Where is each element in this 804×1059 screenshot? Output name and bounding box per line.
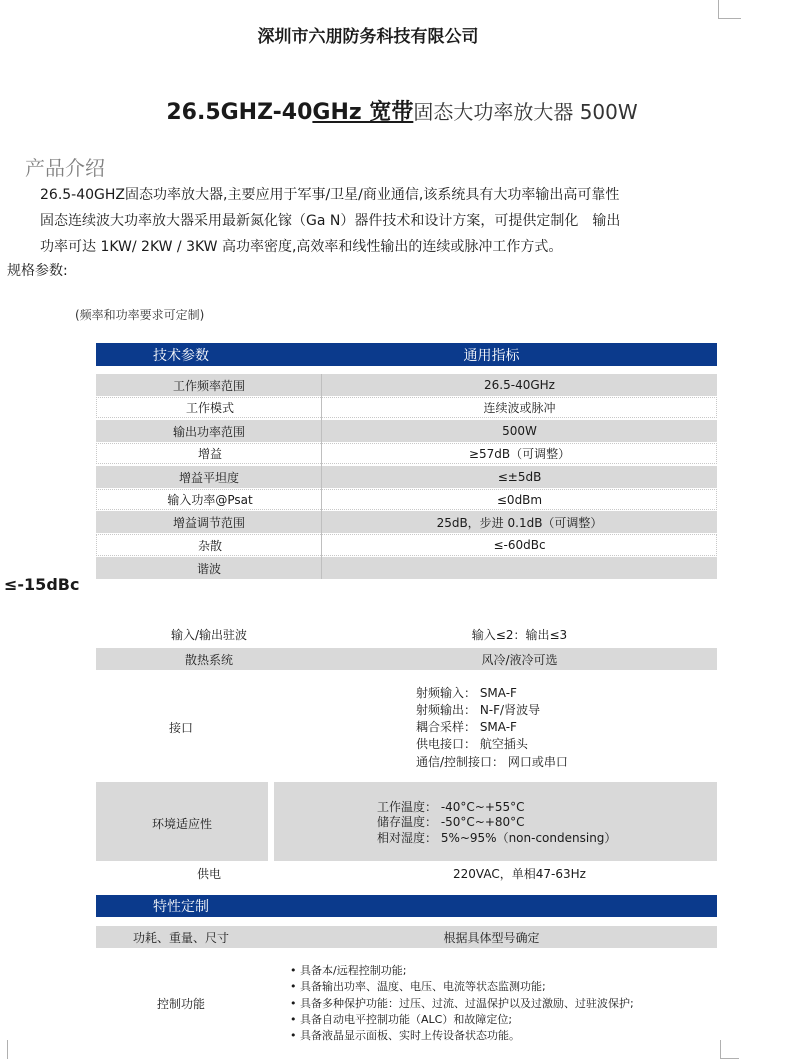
- environment-line: 工作温度： -40°C~+55°C: [377, 800, 525, 814]
- header-col-params: 技术参数: [153, 347, 209, 364]
- customizable-note: (频率和功率要求可定制): [75, 308, 205, 322]
- table-row: [96, 489, 717, 510]
- table-row-power: [96, 862, 717, 884]
- specs-label: 规格参数:: [7, 263, 68, 279]
- table-row-custom: [96, 926, 717, 948]
- control-label: 控制功能: [156, 997, 205, 1011]
- bullet-text: 具备多种保护功能：过压、过流、过温保护以及过激励、过驻波保护;: [300, 997, 634, 1010]
- table-row: [96, 557, 717, 579]
- row-name: 增益调节范围: [172, 515, 245, 530]
- harmonic-value: ≤-15dBc: [4, 575, 80, 594]
- control-bullet: • 具备多种保护功能：过压、过流、过温保护以及过激励、过驻波保护;: [290, 997, 634, 1010]
- row-value: ≤±5dB: [497, 470, 542, 484]
- intro-line-1: 26.5-40GHZ固态功率放大器,主要应用于军事/卫星/商业通信,该系统具有大功率输出高可靠性: [40, 187, 620, 203]
- row-name: 增益平坦度: [178, 470, 239, 485]
- crop-mark-top-right: [718, 0, 741, 19]
- row-name: 输入功率@Psat: [167, 493, 253, 507]
- title-part3: 固态大功率放大器 500W: [413, 100, 638, 124]
- row-value: 500W: [502, 424, 537, 438]
- interface-line: 射频输出： N-F/肾波导: [416, 703, 541, 717]
- control-bullet: • 具备本/远程控制功能;: [290, 964, 407, 977]
- row-name: 功耗、重量、尺寸: [132, 930, 229, 945]
- column-divider: [321, 374, 322, 579]
- title-part2: GHz 宽带: [312, 100, 414, 125]
- table-row: [96, 397, 717, 418]
- custom-header: [96, 895, 717, 917]
- table-row-vswr: [96, 623, 717, 645]
- interface-line: 耦合采样： SMA-F: [416, 720, 517, 734]
- bullet-text: 具备自动电平控制功能（ALC）和故障定位;: [300, 1013, 513, 1026]
- row-name: 工作模式: [185, 401, 234, 415]
- interface-line: 通信/控制接口： 网口或串口: [416, 755, 568, 769]
- interface-row: [96, 676, 717, 774]
- intro-line-2: 固态连续波大功率放大器采用最新氮化镓（Ga N）器件技术和设计方案，可提供定制化 输出: [40, 213, 621, 229]
- interface-line: 供电接口： 航空插头: [416, 737, 528, 751]
- control-bullet: • 具备液晶显示面板、实时上传设备状态功能。: [290, 1029, 520, 1042]
- bullet-text: 具备液晶显示面板、实时上传设备状态功能。: [300, 1029, 520, 1042]
- bullet-text: 具备输出功率、温度、电压、电流等状态监测功能;: [300, 980, 546, 993]
- company-name: 深圳市六朋防务科技有限公司: [257, 27, 479, 47]
- row-name: 环境适应性: [151, 817, 212, 831]
- row-name: 供电: [196, 866, 221, 881]
- row-value: 26.5-40GHz: [484, 378, 555, 392]
- row-value: ≥57dB（可调整）: [468, 447, 571, 461]
- row-name: 接口: [168, 721, 193, 735]
- environment-line: 相对湿度： 5%~95%（non-condensing）: [377, 831, 617, 845]
- title-part1: 26.5GHZ-40: [166, 100, 313, 125]
- environment-line: 储存温度： -50°C~+80°C: [377, 815, 525, 829]
- row-value: ≤0dBm: [496, 492, 543, 507]
- row-name: 输入/输出驻波: [170, 627, 248, 642]
- table-row: [96, 466, 717, 488]
- table-header: [96, 343, 717, 366]
- row-name: 输出功率范围: [172, 424, 245, 439]
- header-col-specs: 通用指标: [463, 347, 520, 364]
- custom-header-label: 特性定制: [153, 899, 209, 915]
- bullet-text: 具备本/远程控制功能;: [300, 964, 407, 977]
- intro-line-3: 功率可达 1KW/ 2KW / 3KW 高功率密度,高效率和线性输出的连续或脉冲工作方式。: [40, 239, 563, 255]
- row-value: 连续波或脉冲: [483, 401, 556, 415]
- row-name: 工作频率范围: [172, 378, 245, 393]
- product-title: [0, 95, 804, 126]
- row-value: ≤-60dBc: [493, 538, 546, 552]
- table-row: [96, 420, 717, 442]
- table-row: [96, 443, 717, 464]
- row-value: 风冷/液冷可选: [481, 652, 558, 667]
- control-bullet: • 具备输出功率、温度、电压、电流等状态监测功能;: [290, 980, 546, 993]
- control-bullet: • 具备自动电平控制功能（ALC）和故障定位;: [290, 1013, 513, 1026]
- crop-mark-bottom-left: [7, 1040, 8, 1059]
- row-value: 220VAC，单相47-63Hz: [453, 866, 586, 881]
- row-value: 输入≤2：输出≤3: [471, 627, 568, 642]
- row-name: 增益: [197, 447, 222, 461]
- row-name: 杂散: [197, 538, 222, 553]
- interface-line: 射频输入： SMA-F: [416, 686, 517, 700]
- table-row: [96, 374, 717, 396]
- row-name: 谐波: [196, 561, 221, 576]
- section-title: 产品介绍: [25, 156, 105, 180]
- table-row: [96, 511, 717, 533]
- row-name: 散热系统: [184, 652, 233, 667]
- crop-mark-bottom-right: [720, 1040, 739, 1059]
- row-value: 25dB，步进 0.1dB（可调整）: [436, 515, 603, 530]
- table-row-cooling: [96, 648, 717, 670]
- table-row: [96, 534, 717, 556]
- row-value: 根据具体型号确定: [443, 930, 540, 945]
- environment-name-cell: [96, 782, 268, 861]
